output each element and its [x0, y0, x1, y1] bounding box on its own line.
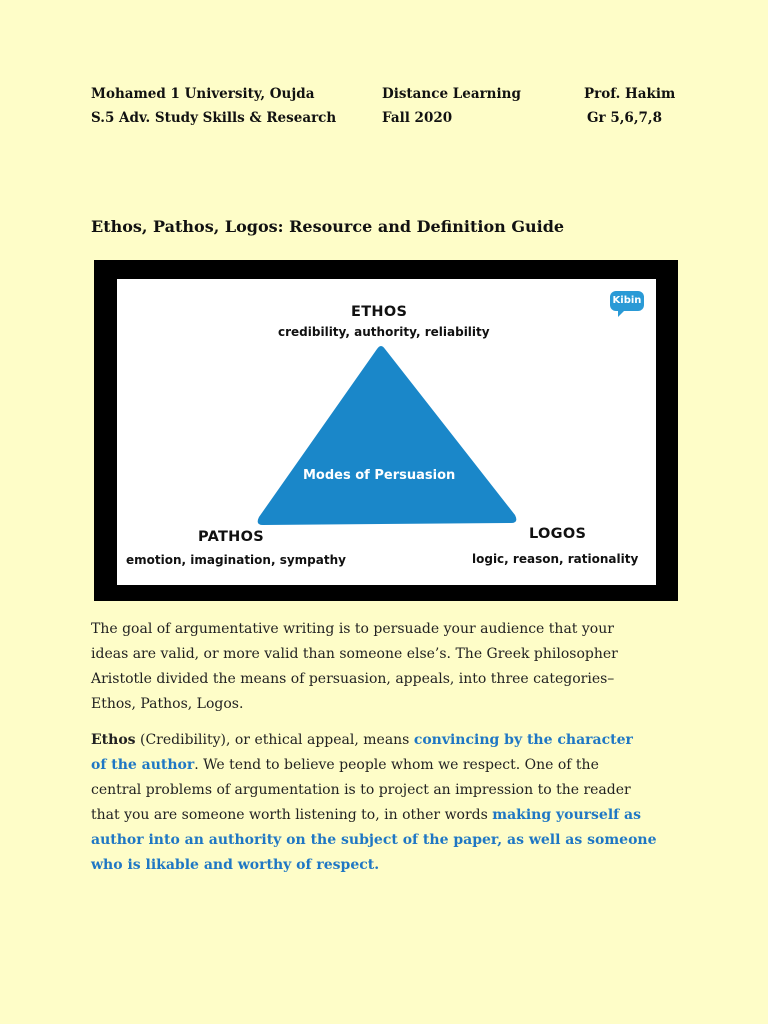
ethos-line [91, 803, 691, 828]
ethos-heading: ETHOS [351, 304, 408, 320]
triangle-shape [258, 346, 517, 525]
figure-canvas [117, 279, 656, 585]
pathos-heading: PATHOS [198, 529, 264, 545]
pathos-subtitle: emotion, imagination, sympathy [126, 553, 346, 567]
ethos-line: central problems of argumentation is to project an impression to the reader [91, 782, 631, 798]
ethos-highlight: convincing by the character [413, 732, 633, 748]
ethos-highlight: making yourself as [492, 807, 642, 823]
ethos-line [91, 753, 691, 778]
intro-line: The goal of argumentative writing is to persuade your audience that your [91, 621, 614, 637]
persuasion-figure [94, 260, 678, 601]
ethos-line: author into an authority on the subject of the paper, as well as someone [91, 832, 657, 848]
logos-subtitle: logic, reason, rationality [472, 552, 639, 566]
professor-name: Prof. Hakim [584, 86, 676, 102]
course-term: Fall 2020 [382, 110, 453, 126]
intro-paragraph [91, 617, 691, 717]
ethos-text: . We tend to believe people whom we respect. One of the [194, 757, 599, 773]
course-groups: Gr 5,6,7,8 [587, 110, 663, 126]
university-name: Mohamed 1 University, Oujda [91, 86, 315, 102]
triangle-center-label: Modes of Persuasion [303, 468, 456, 483]
intro-line: ideas are valid, or more valid than someone else’s. The Greek philosopher [91, 646, 618, 662]
intro-line: Ethos, Pathos, Logos. [91, 696, 244, 712]
page-title: Ethos, Pathos, Logos: Resource and Definition Guide [91, 217, 565, 236]
ethos-highlight: of the author [91, 757, 195, 773]
ethos-line [91, 728, 691, 753]
ethos-line: who is likable and worthy of respect. [91, 857, 380, 873]
ethos-text: (Credibility), or ethical appeal, means [135, 732, 414, 748]
ethos-paragraph [91, 728, 691, 878]
logos-heading: LOGOS [529, 526, 587, 542]
kibin-logo: Kibin [610, 291, 644, 311]
ethos-term: Ethos [91, 732, 136, 748]
course-mode: Distance Learning [382, 86, 521, 102]
intro-line: Aristotle divided the means of persuasion, appeals, into three categories– [91, 671, 615, 687]
course-name: S.5 Adv. Study Skills & Research [91, 110, 337, 126]
ethos-text: that you are someone worth listening to, in other words [91, 807, 493, 823]
ethos-subtitle: credibility, authority, reliability [278, 325, 490, 339]
